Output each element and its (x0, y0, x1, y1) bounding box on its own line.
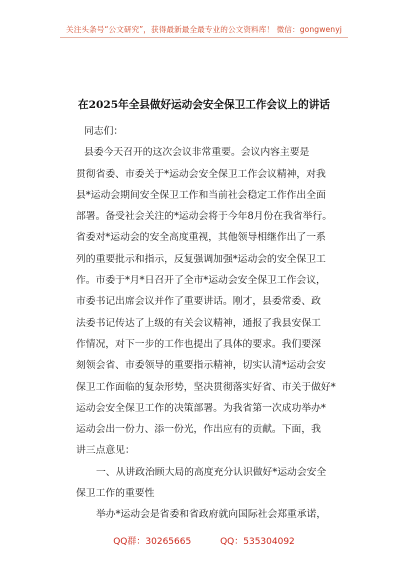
body-line: 部署。备受社会关注的*运动会将于今年8月份在我省举行。 (76, 211, 333, 223)
section-heading: 保卫工作的重要性 (76, 488, 155, 500)
document-body (76, 121, 344, 526)
header-notice: 关注头条号“公文研究”，获得最新最全最专业的公文资料库！ 微信：gongwenyj (66, 25, 342, 34)
document-title: 在2025年全县做好运动会安全保卫工作会议上的讲话 (78, 99, 330, 111)
body-line: 运动会出一份力、添一份光，作出应有的贡献。下面，我 (76, 424, 321, 436)
body-line: 列的重要批示和指示，反复强调加强*运动会的安全保卫工 (76, 253, 326, 265)
body-line: 县委今天召开的这次会议非常重要。会议内容主要是 (84, 147, 310, 159)
body-line: 刻领会省、市委领导的重要指示精神，切实认清*运动会安 (76, 360, 326, 372)
body-line: 省委对*运动会的安全高度重视，其他领导相继作出了一系 (76, 232, 326, 244)
body-line: 讲三点意见： (76, 445, 135, 457)
header-divider (60, 37, 348, 38)
body-line: 保卫工作面临的复杂形势，坚决贯彻落实好省、市关于做好* (76, 381, 336, 393)
body-line: 运动会安全保卫工作的决策部署。为我省第一次成功举办* (76, 402, 326, 414)
body-line: 作。市委于*月*日召开了全市*运动会安全保卫工作会议， (76, 275, 326, 287)
body-line: 举办*运动会是省委和省政府就向国际社会郑重承诺， (96, 509, 327, 521)
salutation: 同志们： (84, 126, 124, 137)
body-line: 市委书记出席会议并作了重要讲话。刚才，县委常委、政 (76, 296, 321, 308)
body-line: 县*运动会期间安全保卫工作和当前社会稳定工作作出全面 (76, 189, 326, 201)
footer-qq-group: QQ群：30265665 (113, 537, 192, 547)
body-line: 作情况，对下一步的工作也提出了具体的要求。我们要深 (76, 338, 321, 350)
footer-qq-number: QQ：535304092 (220, 537, 295, 547)
body-line: 贯彻省委、市委关于*运动会安全保卫工作会议精神，对我 (76, 168, 326, 180)
body-line: 法委书记传达了上级的有关会议精神，通报了我县安保工 (76, 317, 321, 329)
footer-contact (0, 534, 408, 547)
section-heading: 一、从讲政治顾大局的高度充分认识做好*运动会安全 (96, 466, 327, 478)
